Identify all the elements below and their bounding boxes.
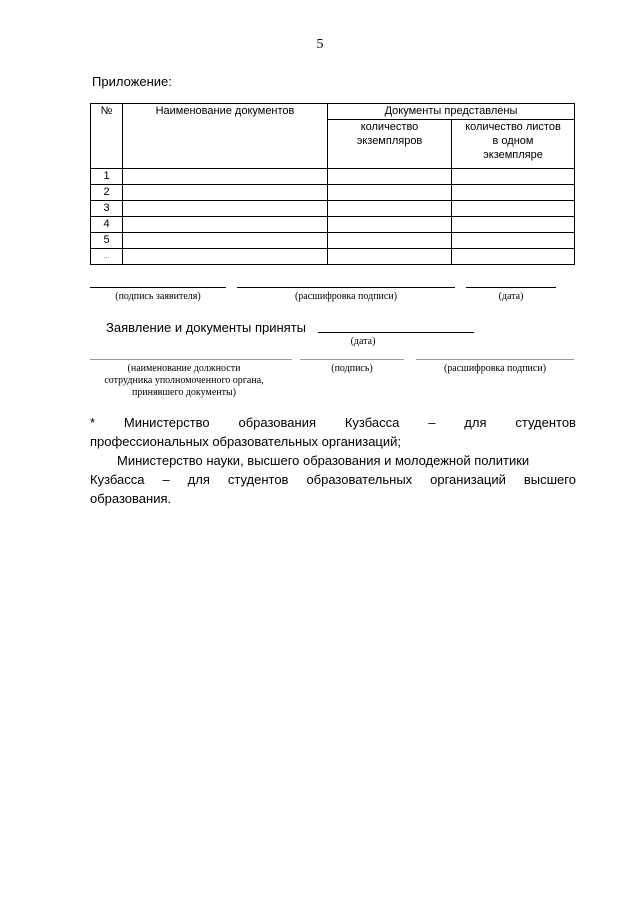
copies-cell[interactable]	[328, 201, 452, 217]
table-row	[91, 201, 575, 217]
page-number: 5	[316, 37, 324, 52]
official-decoding-line[interactable]	[416, 359, 574, 360]
sheets-cell[interactable]	[452, 249, 575, 265]
footnote-p1-line1: * Министерство образования Кузбасса – для студентов	[90, 415, 576, 430]
row-number: ...	[91, 249, 123, 265]
copies-cell[interactable]	[328, 185, 452, 201]
applicant-date-line[interactable]	[466, 287, 556, 288]
header-documents-presented: Документы представлены	[328, 104, 575, 120]
document-name-cell[interactable]	[123, 169, 328, 185]
table-row	[91, 249, 575, 265]
row-number: 5	[91, 233, 123, 249]
document-name-cell[interactable]	[123, 249, 328, 265]
applicant-signature-caption: (подпись заявителя)	[115, 291, 201, 302]
copies-cell[interactable]	[328, 249, 452, 265]
table-row	[91, 217, 575, 233]
acceptance-text: Заявление и документы приняты	[106, 320, 307, 335]
appendix-heading: Приложение:	[92, 74, 172, 89]
documents-table	[90, 103, 575, 265]
header-sheets: количество листов в одном экземпляре	[452, 120, 575, 169]
row-number: 2	[91, 185, 123, 201]
acceptance-date-caption: (дата)	[350, 336, 376, 347]
footnote-paragraph-1	[90, 413, 576, 451]
official-signature-caption: (подпись)	[331, 363, 373, 374]
footnote-p1-line2: профессиональных образовательных организаций;	[90, 434, 402, 449]
sheets-cell[interactable]	[452, 201, 575, 217]
document-name-cell[interactable]	[123, 217, 328, 233]
table-row	[91, 185, 575, 201]
position-line[interactable]	[90, 359, 292, 360]
official-decoding-caption: (расшифровка подписи)	[443, 363, 547, 374]
header-document-name: Наименование документов	[123, 104, 328, 169]
sheets-cell[interactable]	[452, 169, 575, 185]
sheets-cell[interactable]	[452, 217, 575, 233]
applicant-decoding-caption: (расшифровка подписи)	[294, 291, 398, 302]
position-caption: (наименование должности сотрудника уполномоченного органа, принявшего документы)	[104, 363, 264, 398]
footnote-p2-line2: Кузбасса – для студентов образовательных организаций высшего	[90, 472, 576, 487]
copies-cell[interactable]	[328, 233, 452, 249]
row-number: 4	[91, 217, 123, 233]
applicant-decoding-line[interactable]	[237, 287, 455, 288]
document-name-cell[interactable]	[123, 233, 328, 249]
copies-cell[interactable]	[328, 217, 452, 233]
header-copies: количество экземпляров	[328, 120, 452, 169]
copies-cell[interactable]	[328, 169, 452, 185]
footnote-p2-line3: образования.	[90, 491, 172, 506]
acceptance-date-line[interactable]	[318, 332, 474, 333]
row-number: 3	[91, 201, 123, 217]
applicant-signature-line[interactable]	[90, 287, 226, 288]
footnote-p2-line1: Министерство науки, высшего образования и молодежной политики	[117, 453, 530, 468]
header-number: №	[91, 104, 123, 169]
document-name-cell[interactable]	[123, 201, 328, 217]
sheets-cell[interactable]	[452, 185, 575, 201]
row-number: 1	[91, 169, 123, 185]
table-row	[91, 233, 575, 249]
official-signature-line[interactable]	[300, 359, 404, 360]
sheets-cell[interactable]	[452, 233, 575, 249]
applicant-date-caption: (дата)	[498, 291, 524, 302]
footnote-paragraph-2	[90, 451, 576, 508]
document-name-cell[interactable]	[123, 185, 328, 201]
table-row	[91, 169, 575, 185]
